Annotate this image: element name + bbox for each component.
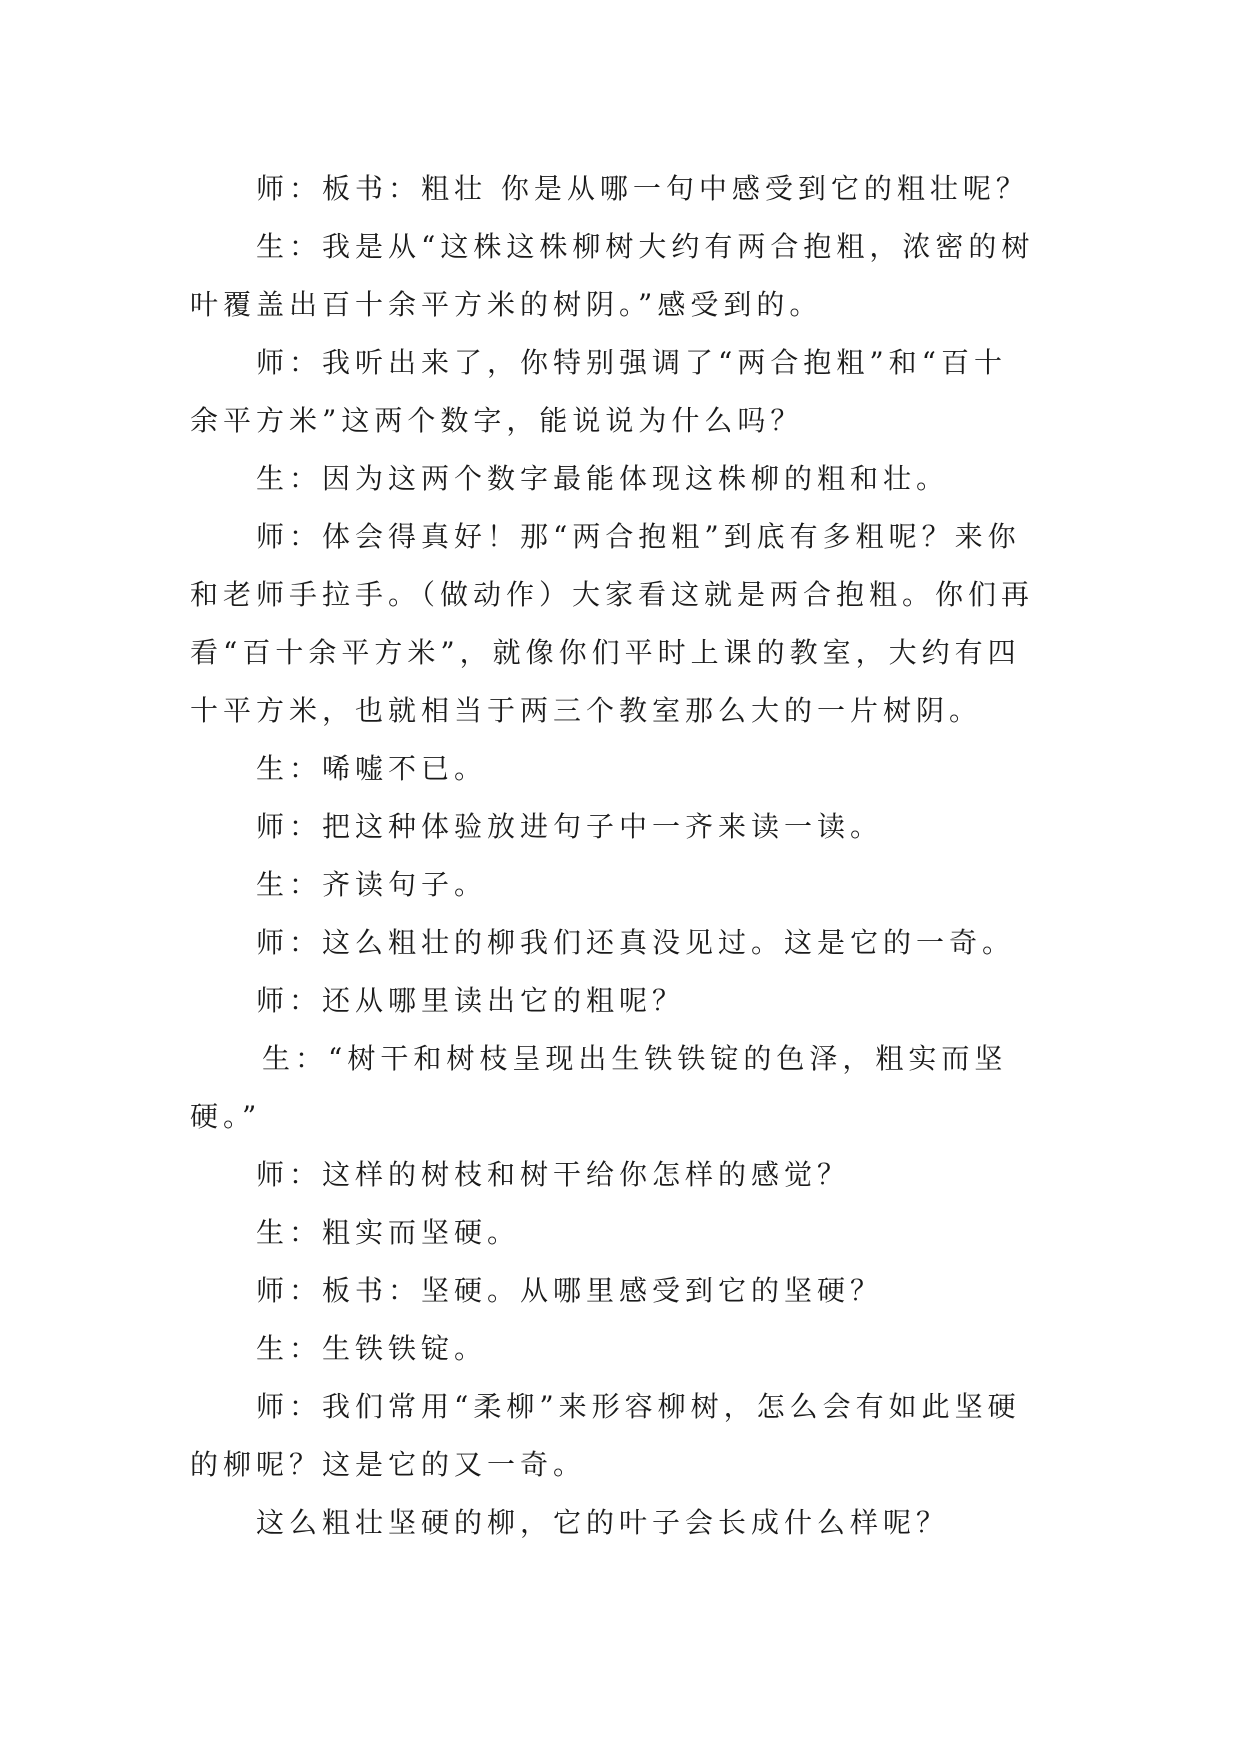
- text-line: 这么粗壮坚硬的柳，它的叶子会长成什么样呢？: [256, 1506, 950, 1539]
- text-line: 余平方米”这两个数字，能说说为什么吗？: [190, 404, 804, 437]
- text-line: 硬。”: [190, 1100, 262, 1133]
- text-line: 的柳呢？这是它的又一奇。: [190, 1448, 587, 1481]
- text-line: 和老师手拉手。（做动作）大家看这就是两合抱粗。你们再: [190, 578, 1035, 611]
- text-line: 师：板书：粗壮 你是从哪一句中感受到它的粗壮呢？: [256, 172, 1029, 205]
- text-line: 师：板书：坚硬。从哪里感受到它的坚硬？: [256, 1274, 884, 1307]
- text-line: 师：把这种体验放进句子中一齐来读一读。: [256, 810, 884, 843]
- text-line: 叶覆盖出百十余平方米的树阴。”感受到的。: [190, 288, 823, 321]
- text-line: 十平方米，也就相当于两三个教室那么大的一片树阴。: [190, 694, 983, 727]
- text-line: 生：生铁铁锭。: [256, 1332, 488, 1365]
- text-line: 师：我听出来了，你特别强调了“两合抱粗”和“百十: [256, 346, 1007, 379]
- text-line: 师：这样的树枝和树干给你怎样的感觉？: [256, 1158, 851, 1191]
- text-line: 生：唏嘘不已。: [256, 752, 488, 785]
- text-line: 师：还从哪里读出它的粗呢？: [256, 984, 686, 1017]
- text-line: 师：这么粗壮的柳我们还真没见过。这是它的一奇。: [256, 926, 1016, 959]
- text-line: 师：体会得真好！那“两合抱粗”到底有多粗呢？来你: [256, 520, 1021, 553]
- text-line: 生：我是从“这株这株柳树大约有两合抱粗，浓密的树: [256, 230, 1035, 263]
- text-line: 生：“树干和树枝呈现出生铁铁锭的色泽，粗实而坚: [262, 1042, 1008, 1075]
- text-line: 生：因为这两个数字最能体现这株柳的粗和壮。: [256, 462, 950, 495]
- document-body: [190, 160, 1058, 1552]
- text-line: 生：齐读句子。: [256, 868, 488, 901]
- text-line: 生：粗实而坚硬。: [256, 1216, 521, 1249]
- text-line: 看“百十余平方米”，就像你们平时上课的教室，大约有四: [190, 636, 1021, 669]
- text-line: 师：我们常用“柔柳”来形容柳树，怎么会有如此坚硬: [256, 1390, 1021, 1423]
